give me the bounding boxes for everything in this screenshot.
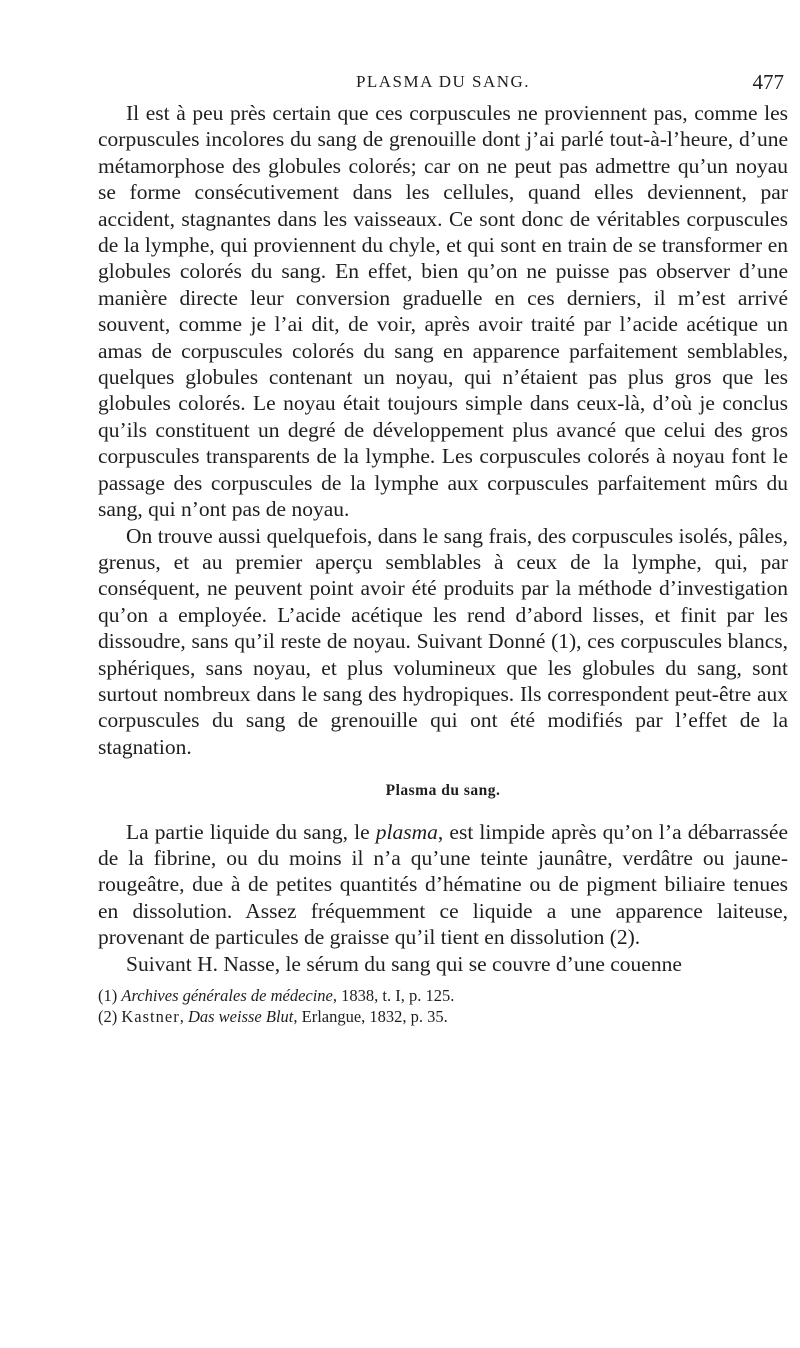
footnote-mark: (1)	[98, 986, 118, 1005]
footnote-2	[98, 1006, 788, 1027]
footnote-mark: (2)	[98, 1007, 118, 1026]
footnotes	[98, 985, 788, 1027]
plasma-text-after: , est limpide après qu’on l’a débarrassée de la fibrine, ou du moins il n’a qu’une teinte jaunâtre, verdâtre ou jaune-rougeâtre, due à de petites quantités d’hématine ou de pigment biliaire tenues en dissolution. Assez fréquemment ce liquide a une apparence laiteuse, provenant de particules de graisse qu’il tient en dissolution (2).	[98, 819, 788, 950]
footnote-title: Archives générales de médecine	[121, 986, 333, 1005]
footnote-reference: , Erlangue, 1832, p. 35.	[293, 1007, 448, 1026]
paragraph-plasma	[98, 819, 788, 951]
body-text	[98, 100, 788, 1027]
running-title: PLASMA DU SANG.	[355, 72, 531, 91]
section-heading: Plasma du sang.	[385, 782, 501, 800]
footnote-author: Kastner	[121, 1007, 180, 1026]
plasma-term: plasma	[375, 819, 438, 844]
running-head	[98, 72, 788, 96]
paragraph-corpuscules-isoles: On trouve aussi quelquefois, dans le sang frais, des corpuscules isolés, pâles, grenus, et au premier aperçu semblables à ceux de la lymphe, qui, par conséquent, ne peuvent point avoir été produits par la méthode d’investigation qu’on a employée. L’acide acétique les rend d’abord lisses, et finit par les dissoudre, sans qu’il reste de noyau. Suivant Donné (1), ces corpuscules blancs, sphériques, sans noyau, et plus volumineux que les globules du sang, sont surtout nombreux dans le sang des hydropiques. Ils correspondent peut-être aux corpuscules du sang de grenouille qui ont été modifiés par l’effet de la stagnation.	[98, 523, 788, 759]
paragraph-nasse: Suivant H. Nasse, le sérum du sang qui se couvre d’une couenne	[126, 951, 682, 976]
plasma-text-before: La partie liquide du sang, le	[126, 819, 376, 844]
footnote-title: Das weisse Blut	[187, 1007, 294, 1026]
footnote-separator: ,	[179, 1007, 188, 1026]
footnote-reference: , 1838, t. I, p. 125.	[332, 986, 455, 1005]
footnote-1	[98, 985, 788, 1006]
paragraph-corpuscules-lymphe: Il est à peu près certain que ces corpuscules ne proviennent pas, comme les corpuscules incolores du sang de grenouille dont j’ai parlé tout-à-l’heure, d’une métamorphose des globules colorés; car on ne peut pas admettre qu’un noyau se forme consécutivement dans les cellules, quand elles deviennent, par accident, stagnantes dans les vaisseaux. Ce sont donc de véritables corpuscules de la lymphe, qui proviennent du chyle, et qui sont en train de se transformer en globules colorés du sang. En effet, bien qu’on ne puisse pas observer d’une manière directe leur conversion graduelle en ces derniers, il m’est arrivé souvent, comme je l’ai dit, de voir, après avoir traité par l’acide acétique un amas de corpuscules colorés du sang en apparence parfaitement semblables, quelques globules contenant un noyau, qui n’étaient pas plus gros que les globules colorés. Le noyau était toujours simple dans ceux-là, d’où je conclus qu’ils constituent un degré de développement plus avancé que celui des gros corpuscules transparents de la lymphe. Les corpuscules colorés à noyau font le passage des corpuscules de la lymphe aux corpuscules parfaitement mûrs du sang, qui n’ont pas de noyau.	[98, 101, 788, 522]
page-number: 477	[752, 70, 784, 94]
